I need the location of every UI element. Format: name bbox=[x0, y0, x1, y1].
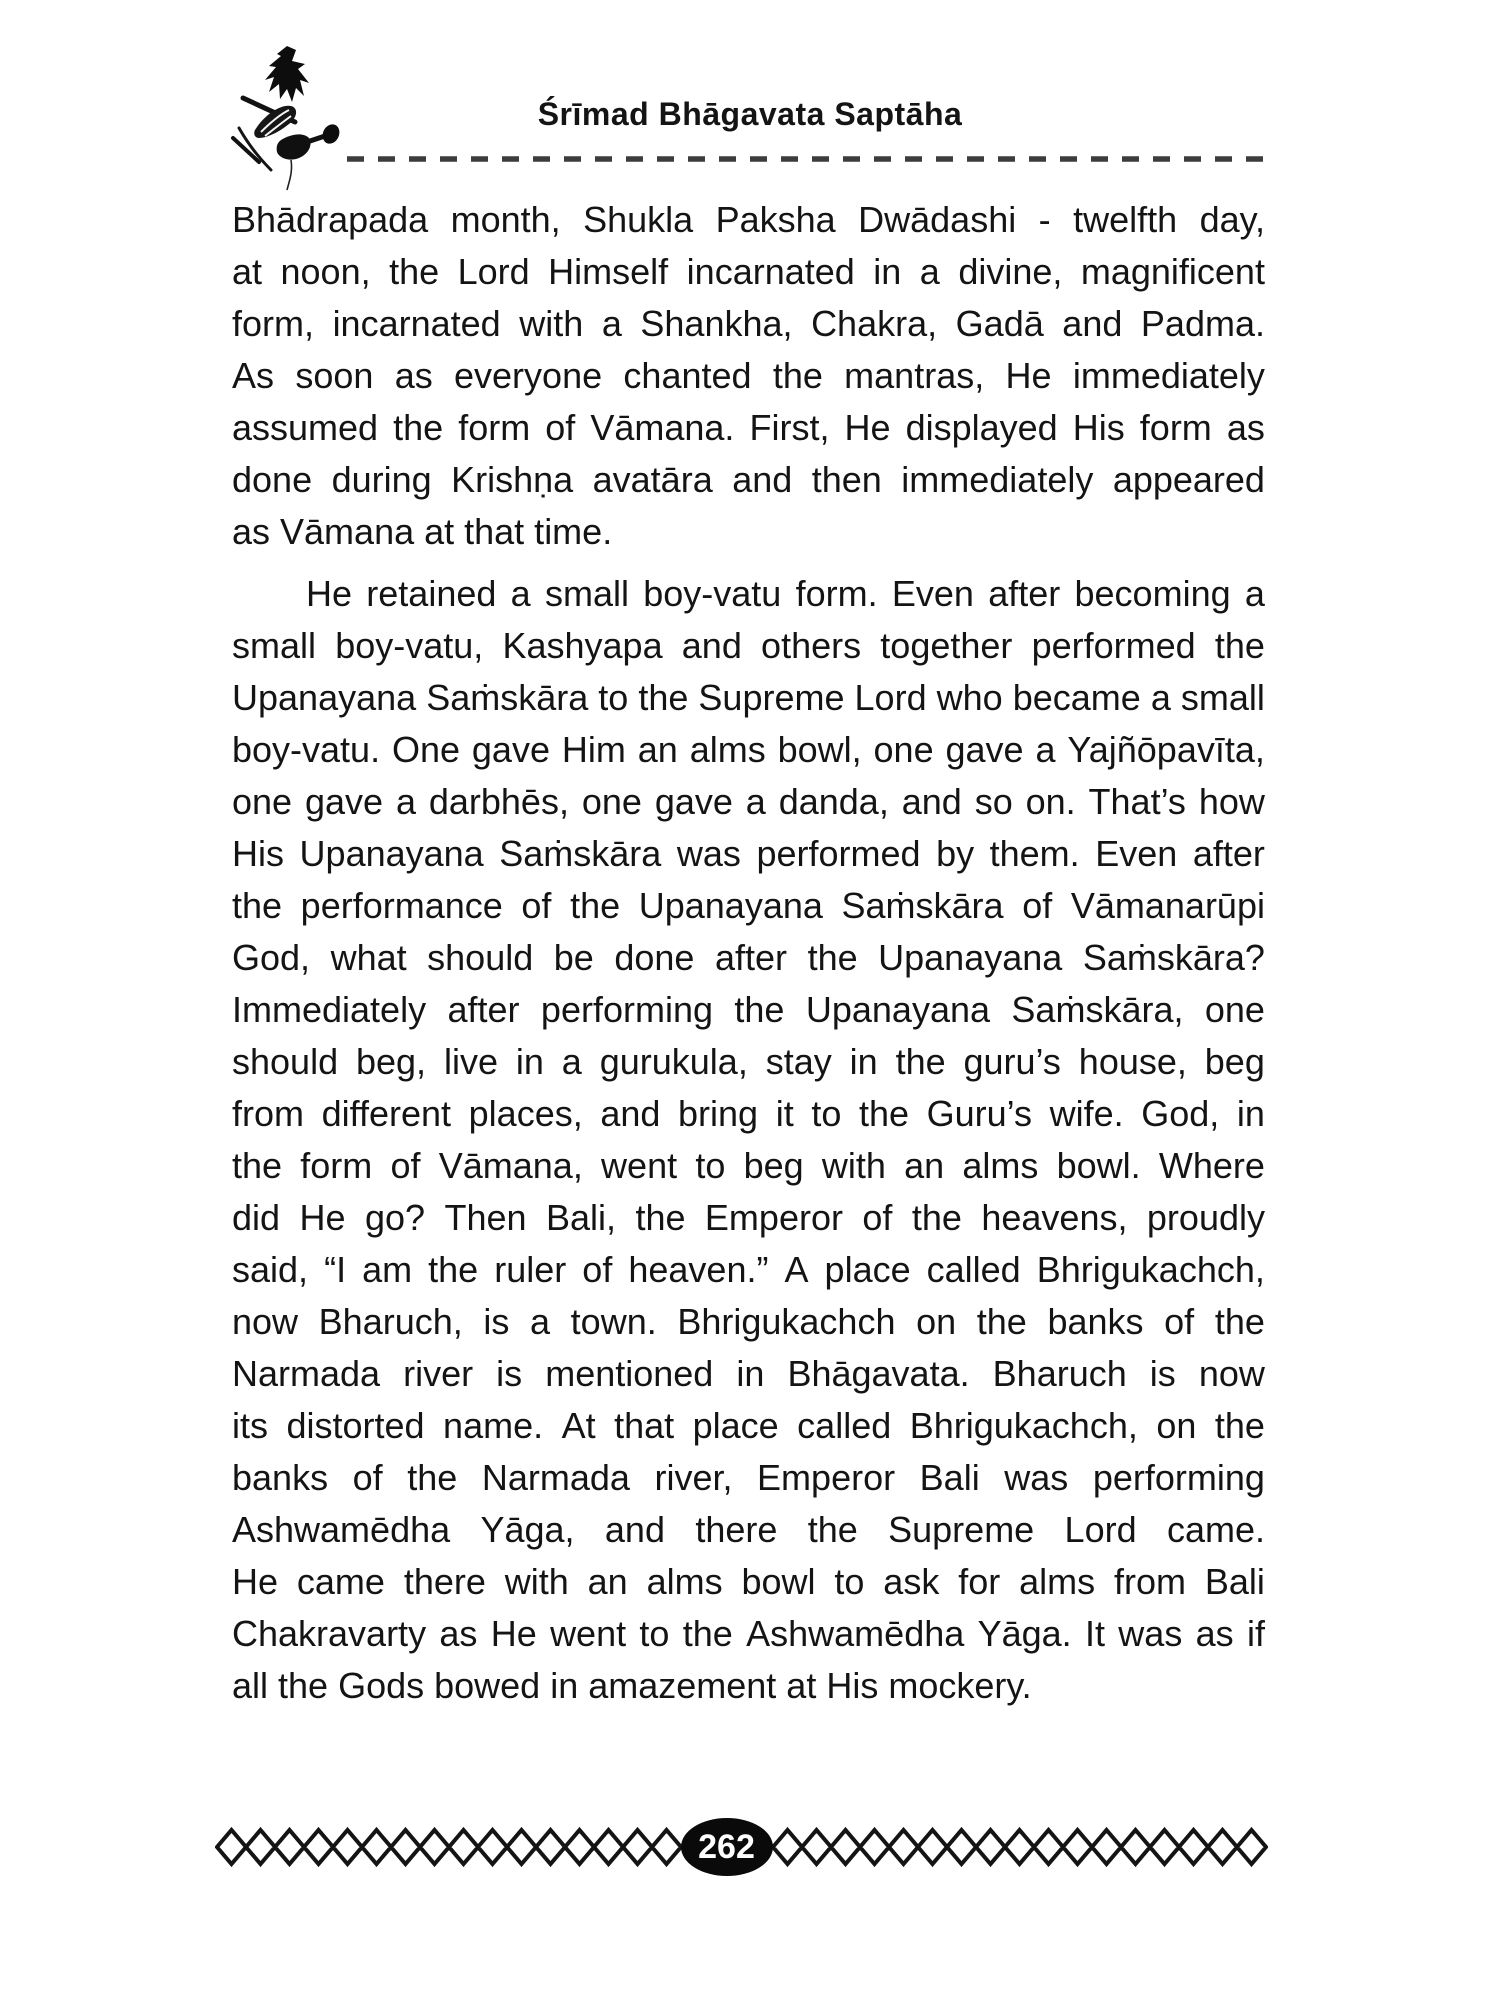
text-line: form, incarnated with a Shankha, Chakra, Gadā and Padma. bbox=[232, 303, 1265, 344]
text-line: Immediately after performing the Upanayana Saṁskāra, one bbox=[232, 989, 1265, 1030]
paragraph bbox=[232, 568, 1265, 1712]
diamond-chain-left bbox=[215, 1825, 683, 1869]
text-line: assumed the form of Vāmana. First, He displayed His form as bbox=[232, 407, 1265, 448]
body-text bbox=[232, 194, 1265, 1712]
header-divider bbox=[347, 154, 1265, 164]
text-line: Chakravarty as He went to the Ashwamēdha Yāga. It was as if bbox=[232, 1613, 1265, 1654]
text-line: done during Krishṇa avatāra and then immediately appeared bbox=[232, 459, 1265, 500]
text-line: boy-vatu. One gave Him an alms bowl, one gave a Yajñōpavīta, bbox=[232, 729, 1265, 770]
paragraph bbox=[232, 194, 1265, 558]
diamond-chain-right bbox=[771, 1825, 1268, 1869]
page-header-title: Śrīmad Bhāgavata Saptāha bbox=[537, 96, 963, 132]
text-line: from different places, and bring it to the Guru’s wife. God, in bbox=[232, 1093, 1265, 1134]
text-line: Ashwamēdha Yāga, and there the Supreme Lord came. bbox=[232, 1509, 1265, 1550]
page-number-badge bbox=[681, 1818, 773, 1876]
text-line: said, “I am the ruler of heaven.” A place called Bhrigukachch, bbox=[232, 1249, 1265, 1290]
text-line: the form of Vāmana, went to beg with an alms bowl. Where bbox=[232, 1145, 1265, 1186]
text-line: one gave a darbhēs, one gave a danda, and so on. That’s how bbox=[232, 781, 1265, 822]
text-line: the performance of the Upanayana Saṁskāra of Vāmanarūpi bbox=[232, 885, 1265, 926]
text-line: should beg, live in a gurukula, stay in the guru’s house, beg bbox=[232, 1041, 1265, 1082]
page-footer bbox=[226, 1816, 1256, 1878]
text-line: His Upanayana Saṁskāra was performed by them. Even after bbox=[232, 833, 1265, 874]
page-number: 262 bbox=[698, 1827, 755, 1866]
text-line: Bhādrapada month, Shukla Paksha Dwādashi - twelfth day, bbox=[232, 199, 1265, 240]
text-line: He came there with an alms bowl to ask for alms from Bali bbox=[232, 1561, 1265, 1602]
text-line: As soon as everyone chanted the mantras, He immediately bbox=[232, 355, 1265, 396]
text-line: Upanayana Saṁskāra to the Supreme Lord who became a small bbox=[232, 677, 1265, 718]
text-line: at noon, the Lord Himself incarnated in a divine, magnificent bbox=[232, 251, 1265, 292]
text-line: banks of the Narmada river, Emperor Bali was performing bbox=[232, 1457, 1265, 1498]
text-line: God, what should be done after the Upanayana Saṁskāra? bbox=[232, 937, 1265, 978]
text-line: small boy-vatu, Kashyapa and others together performed the bbox=[232, 625, 1265, 666]
text-line: did He go? Then Bali, the Emperor of the heavens, proudly bbox=[232, 1197, 1265, 1238]
text-line: He retained a small boy-vatu form. Even after becoming a bbox=[306, 573, 1265, 614]
text-line: its distorted name. At that place called Bhrigukachch, on the bbox=[232, 1405, 1265, 1446]
text-line: as Vāmana at that time. bbox=[232, 511, 613, 552]
text-line: all the Gods bowed in amazement at His mockery. bbox=[232, 1665, 1032, 1706]
text-line: Narmada river is mentioned in Bhāgavata. Bharuch is now bbox=[232, 1353, 1265, 1394]
text-line: now Bharuch, is a town. Bhrigukachch on the banks of the bbox=[232, 1301, 1265, 1342]
